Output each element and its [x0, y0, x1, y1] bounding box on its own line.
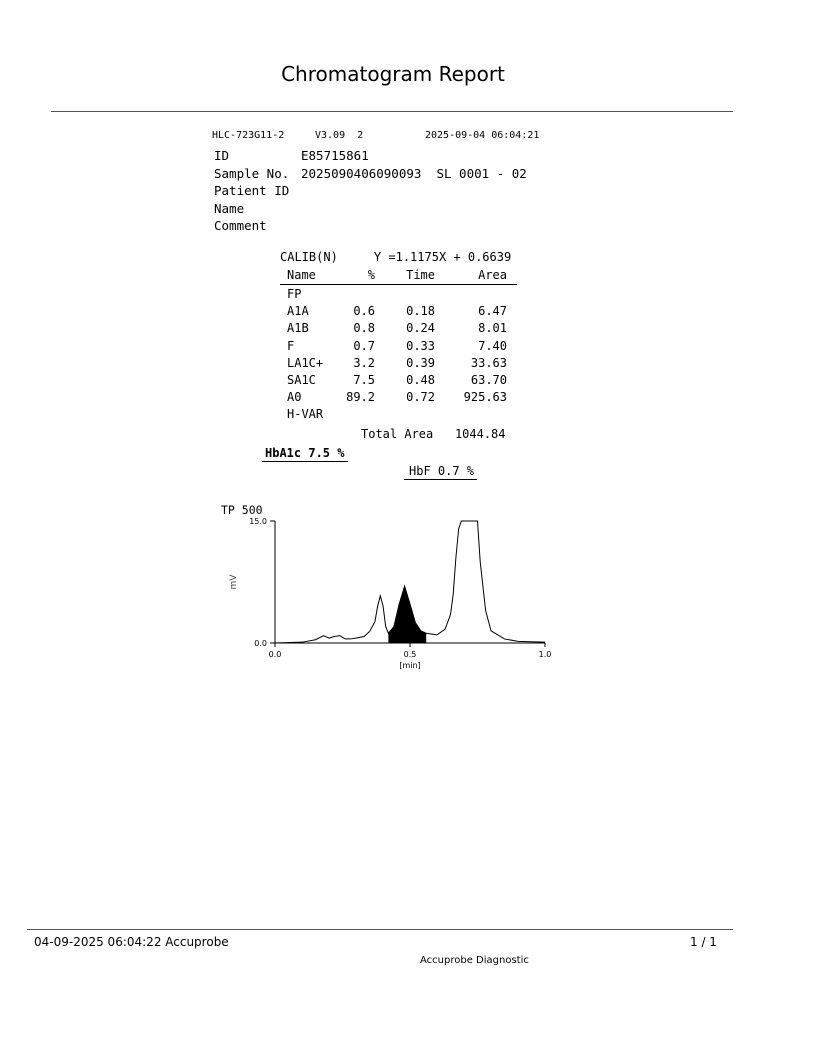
peak-table-header [280, 266, 517, 285]
footer-company: Accuprobe Diagnostic [420, 955, 529, 966]
info-row-sample-no: Sample No. 2025090406090093 SL 0001 - 02 [214, 165, 527, 181]
table-row: SA1C 7.5 0.48 63.70 [287, 372, 507, 387]
x-axis-label: [min] [399, 661, 421, 670]
info-row-id: ID E85715861 [214, 148, 369, 163]
total-area-label: Total Area [361, 427, 434, 441]
sample-no-value: 2025090406090093 SL 0001 - 02 [301, 165, 527, 181]
table-row: A1B 0.8 0.24 8.01 [287, 321, 507, 336]
sample-id-value: E85715861 [301, 148, 369, 163]
table-row: A1A 0.6 0.18 6.47 [287, 304, 507, 319]
top-divider [51, 111, 733, 112]
footer-timestamp: 04-09-2025 06:04:22 Accuprobe [34, 935, 229, 949]
calibration-line [280, 250, 511, 264]
table-row: FP [287, 287, 302, 301]
total-area-value: 1044.84 [454, 427, 506, 441]
sample-info [214, 147, 574, 235]
chromatogram-chart [210, 500, 560, 684]
total-area [361, 427, 506, 441]
x-tick-label: 0.0 [268, 650, 282, 659]
report-title: Chromatogram Report [281, 62, 505, 86]
calibration-equation: Y =1.1175X + 0.6639 [373, 250, 512, 264]
peak-table [280, 266, 517, 423]
y-axis-label: mV [229, 574, 239, 590]
x-tick-label: 1.0 [538, 650, 552, 659]
hbf-result: HbF 0.7 % [404, 464, 477, 480]
corner-label: TP 500 [221, 503, 263, 517]
col-name: Name [287, 268, 316, 282]
run-datetime: 2025-09-04 06:04:21 [425, 130, 540, 141]
table-row: H-VAR [287, 407, 324, 422]
table-row: A0 89.2 0.72 925.63 [287, 390, 507, 405]
info-row-comment: Comment [214, 218, 267, 233]
chromatogram-svg [210, 500, 560, 680]
y-tick-label: 0.0 [254, 639, 267, 648]
hba1c-result: HbA1c 7.5 % [262, 446, 348, 462]
page-number: 1 / 1 [690, 935, 717, 949]
info-row-name: Name [214, 200, 245, 216]
table-row: LA1C+ 3.2 0.39 33.63 [287, 355, 507, 370]
instrument-id: HLC-723G11-2 [212, 130, 285, 141]
col-percent: % [367, 268, 375, 282]
software-version: V3.09 2 [315, 130, 364, 141]
calibration-label: CALIB(N) [280, 250, 338, 264]
y-tick-label: 15.0 [249, 517, 267, 526]
table-row: F 0.7 0.33 7.40 [287, 338, 507, 353]
x-tick-label: 0.5 [403, 650, 417, 659]
col-time: Time [406, 268, 435, 282]
col-area: Area [478, 268, 507, 282]
bottom-divider [27, 929, 733, 930]
info-row-patient-id: Patient ID [214, 183, 290, 198]
